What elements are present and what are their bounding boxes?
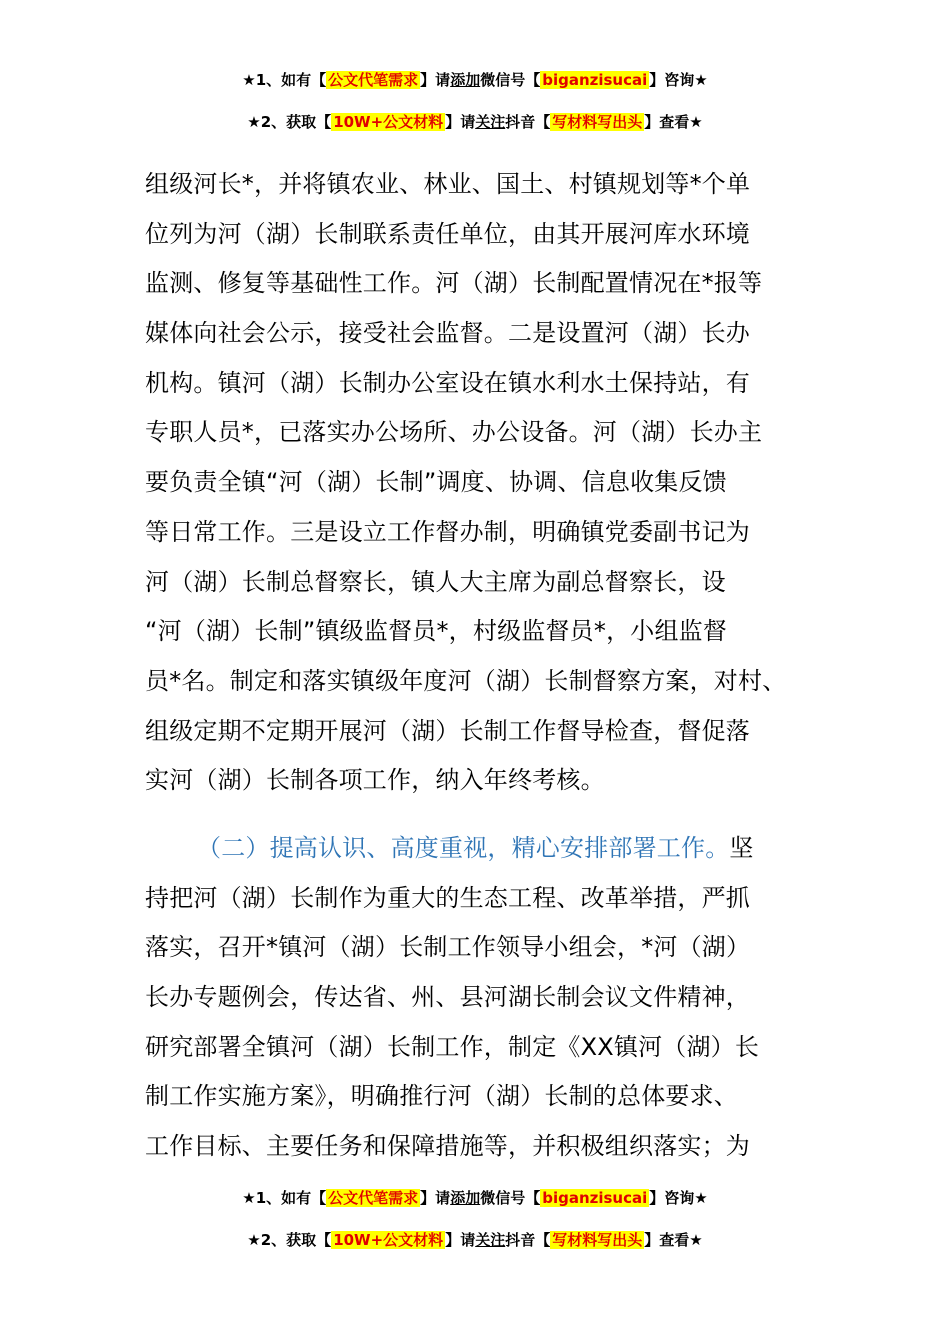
banner-underline: 添加 [450,71,481,89]
banner-text: 】咨询★ [649,1189,708,1207]
text-line: 等日常工作。三是设立工作督办制，明确镇党委副书记为 [145,517,750,546]
text-line: 专职人员*，已落实办公场所、办公设备。河（湖）长办主 [145,418,763,447]
banner-highlight-service: 公文代笔需求 [328,71,419,89]
banner-text: 】请 [445,113,476,131]
banner-text: ★1、如有【 [242,1189,327,1207]
banner-text: 抖音【 [505,113,551,131]
banner-text: 】请 [420,1189,451,1207]
text-line: 监测、修复等基础性工作。河（湖）长制配置情况在*报等 [145,269,763,298]
banner-text: ★2、获取【 [247,113,332,131]
text-line: 持把河（湖）长制作为重大的生态工程、改革举措，严抓 [145,883,750,912]
top-banner-line-1 [0,70,950,90]
text-line: 员*名。制定和落实镇级年度河（湖）长制督察方案，对村、 [145,666,787,695]
text-line: 制工作实施方案》，明确推行河（湖）长制的总体要求、 [145,1082,738,1111]
banner-highlight-wechat: biganzisucai [542,71,648,89]
banner-text: 微信号【 [480,71,541,89]
banner-text: 】请 [445,1231,476,1249]
text-run: 坚 [729,833,754,862]
text-line: 河（湖）长制总督察长，镇人大主席为副总督察长，设 [145,567,726,596]
banner-highlight-wechat: biganzisucai [542,1189,648,1207]
paragraph-2-first-line [145,824,825,874]
banner-highlight-douyin: 写材料写出头 [552,1231,643,1249]
banner-text: ★1、如有【 [242,71,327,89]
banner-underline: 添加 [450,1189,481,1207]
banner-text: 微信号【 [480,1189,541,1207]
bottom-banner-line-1 [0,1188,950,1208]
text-line: 位列为河（湖）长制联系责任单位，由其开展河库水环境 [145,219,750,248]
banner-text: ★2、获取【 [247,1231,332,1249]
banner-underline: 关注 [475,1231,506,1249]
banner-text: 抖音【 [505,1231,551,1249]
text-line: 组级河长*，并将镇农业、林业、国土、村镇规划等*个单 [145,170,751,198]
paragraph-2 [145,824,825,1172]
text-line: 长办专题例会，传达省、州、县河湖长制会议文件精神， [145,983,750,1011]
text-line: 要负责全镇“河（湖）长制”调度、协调、信息收集反馈 [145,468,727,497]
text-line: 研究部署全镇河（湖）长制工作，制定《XX镇河（湖）长 [145,1032,760,1061]
top-banner-line-2 [0,112,950,132]
text-line: 落实，召开*镇河（湖）长制工作领导小组会，*河（湖） [145,933,751,962]
banner-text: 】查看★ [644,113,703,131]
banner-text: 】咨询★ [649,71,708,89]
banner-text: 】请 [420,71,451,89]
text-line: 工作目标、主要任务和保障措施等，并积极组织落实；为 [145,1132,750,1161]
text-line: 媒体向社会公示，接受社会监督。二是设置河（湖）长办 [145,319,750,348]
text-line: “河（湖）长制”镇级监督员*，村级监督员*，小组监督 [145,617,728,646]
document-body [145,160,825,1172]
banner-highlight-douyin: 写材料写出头 [552,113,643,131]
banner-text: 】查看★ [644,1231,703,1249]
banner-highlight-materials: 10W+公文材料 [333,113,444,131]
banner-highlight-materials: 10W+公文材料 [333,1231,444,1249]
text-line: 组级定期不定期开展河（湖）长制工作督导检查，督促落 [145,716,750,745]
bottom-banner-line-2 [0,1230,950,1250]
text-line: 机构。镇河（湖）长制办公室设在镇水利水土保持站，有 [145,368,750,397]
banner-highlight-service: 公文代笔需求 [328,1189,419,1207]
paragraph-1 [145,160,825,806]
banner-underline: 关注 [475,113,506,131]
text-line: 实河（湖）长制各项工作，纳入年终考核。 [145,766,605,795]
section-heading: （二）提高认识、高度重视，精心安排部署工作。 [197,833,730,862]
